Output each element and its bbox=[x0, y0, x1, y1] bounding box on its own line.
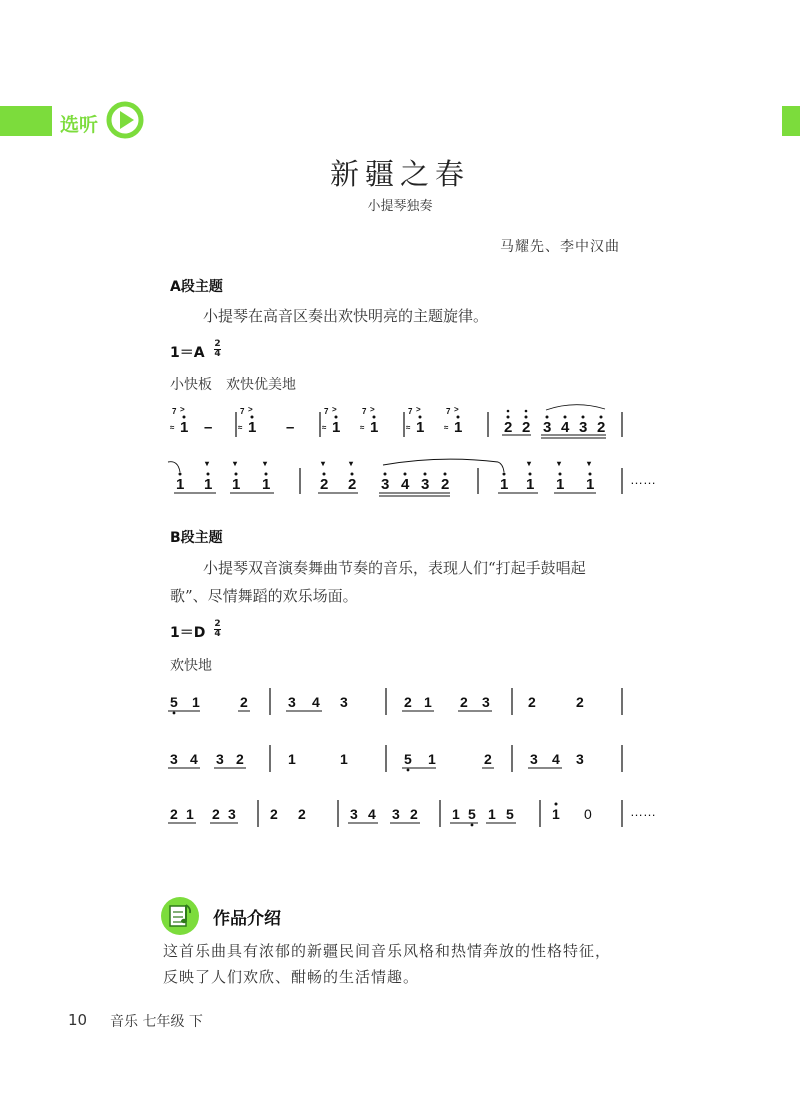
svg-text:7: 7 bbox=[172, 407, 177, 416]
svg-text:2: 2 bbox=[460, 694, 468, 710]
svg-text:>: > bbox=[180, 405, 185, 414]
svg-text:2: 2 bbox=[484, 751, 492, 767]
section-a-heading: A段主题 bbox=[170, 279, 223, 295]
svg-text:2: 2 bbox=[576, 694, 584, 710]
music-note-icon bbox=[160, 896, 200, 936]
svg-text:1: 1 bbox=[180, 419, 189, 436]
svg-text:2: 2 bbox=[236, 751, 244, 767]
svg-text:≈: ≈ bbox=[444, 423, 449, 432]
svg-text:1: 1 bbox=[232, 476, 241, 493]
svg-text:>: > bbox=[332, 405, 337, 414]
section-a-meter: 2 4 bbox=[214, 339, 221, 359]
svg-text:▾: ▾ bbox=[587, 459, 592, 468]
svg-text:5: 5 bbox=[404, 751, 412, 767]
section-b-meter: 2 4 bbox=[214, 619, 221, 639]
svg-text:2: 2 bbox=[597, 419, 606, 436]
piece-title: 新疆之春 bbox=[329, 157, 470, 191]
svg-text:1: 1 bbox=[370, 419, 379, 436]
svg-text:2: 2 bbox=[348, 476, 357, 493]
page-number: 10 bbox=[68, 1011, 88, 1029]
section-b-description-line-1: 小提琴双音演奏舞曲节奏的音乐，表现人们“打起手鼓唱起 bbox=[203, 559, 586, 577]
svg-text:1: 1 bbox=[424, 694, 432, 710]
svg-text:7: 7 bbox=[446, 407, 451, 416]
svg-text:1: 1 bbox=[556, 476, 565, 493]
intro-heading: 作品介绍 bbox=[213, 909, 281, 929]
svg-text:2: 2 bbox=[270, 806, 278, 822]
svg-text:5: 5 bbox=[506, 806, 514, 822]
svg-text:3: 3 bbox=[576, 751, 584, 767]
svg-text:1: 1 bbox=[488, 806, 496, 822]
svg-text:2: 2 bbox=[528, 694, 536, 710]
svg-text:3: 3 bbox=[530, 751, 538, 767]
svg-text:>: > bbox=[370, 405, 375, 414]
intro-text-line-1: 这首乐曲具有浓郁的新疆民间音乐风格和热情奔放的性格特征， bbox=[163, 942, 612, 960]
svg-text:–: – bbox=[286, 419, 295, 436]
section-a-key: 1＝A bbox=[170, 345, 205, 361]
svg-text:1: 1 bbox=[176, 476, 185, 493]
svg-text:2: 2 bbox=[410, 806, 418, 822]
svg-text:▾: ▾ bbox=[349, 459, 354, 468]
svg-text:4: 4 bbox=[312, 694, 320, 710]
svg-text:2: 2 bbox=[212, 806, 220, 822]
svg-text:1: 1 bbox=[288, 751, 296, 767]
svg-text:1: 1 bbox=[204, 476, 213, 493]
svg-text:▾: ▾ bbox=[321, 459, 326, 468]
svg-text:1: 1 bbox=[248, 419, 257, 436]
svg-text:▾: ▾ bbox=[233, 459, 238, 468]
piece-subtitle: 小提琴独奏 bbox=[367, 199, 433, 214]
svg-text:1: 1 bbox=[452, 806, 460, 822]
svg-text:1: 1 bbox=[186, 806, 194, 822]
svg-text:5: 5 bbox=[468, 806, 476, 822]
svg-text:0: 0 bbox=[584, 806, 592, 822]
svg-text:≈: ≈ bbox=[238, 423, 243, 432]
section-a-description: 小提琴在高音区奏出欢快明亮的主题旋律。 bbox=[203, 307, 489, 325]
svg-text:1: 1 bbox=[552, 806, 560, 822]
svg-text:1: 1 bbox=[586, 476, 595, 493]
svg-text:3: 3 bbox=[216, 751, 224, 767]
svg-text:2: 2 bbox=[170, 806, 178, 822]
svg-text:≈: ≈ bbox=[322, 423, 327, 432]
svg-text:5: 5 bbox=[170, 694, 178, 710]
svg-text:3: 3 bbox=[170, 751, 178, 767]
header-tab-label: 选听 bbox=[60, 114, 99, 136]
svg-text:▾: ▾ bbox=[263, 459, 268, 468]
composer-credit: 马耀先、李中汉曲 bbox=[500, 239, 620, 255]
svg-text:▾: ▾ bbox=[205, 459, 210, 468]
svg-text:▾: ▾ bbox=[557, 459, 562, 468]
svg-text:2: 2 bbox=[441, 476, 450, 493]
svg-text:3: 3 bbox=[543, 419, 552, 436]
svg-text:3: 3 bbox=[340, 694, 348, 710]
intro-text-line-2: 反映了人们欢欣、酣畅的生活情趣。 bbox=[163, 968, 420, 986]
svg-text:3: 3 bbox=[392, 806, 400, 822]
svg-text:4: 4 bbox=[190, 751, 198, 767]
svg-text:3: 3 bbox=[381, 476, 390, 493]
svg-text:7: 7 bbox=[408, 407, 413, 416]
svg-text:1: 1 bbox=[526, 476, 535, 493]
section-a-tempo: 小快板 欢快优美地 bbox=[170, 377, 296, 393]
svg-text:2: 2 bbox=[504, 419, 513, 436]
svg-text:3: 3 bbox=[228, 806, 236, 822]
svg-text:3: 3 bbox=[288, 694, 296, 710]
svg-text:2: 2 bbox=[522, 419, 531, 436]
svg-text:7: 7 bbox=[240, 407, 245, 416]
svg-text:1: 1 bbox=[332, 419, 341, 436]
svg-text:▾: ▾ bbox=[527, 459, 532, 468]
svg-text:≈: ≈ bbox=[406, 423, 411, 432]
svg-text:1: 1 bbox=[428, 751, 436, 767]
section-b-tempo: 欢快地 bbox=[170, 658, 212, 674]
svg-text:>: > bbox=[454, 405, 459, 414]
section-b-description-line-2: 歌”、尽情舞蹈的欢乐场面。 bbox=[170, 587, 358, 605]
svg-text:1: 1 bbox=[340, 751, 348, 767]
svg-text:1: 1 bbox=[192, 694, 200, 710]
svg-text:1: 1 bbox=[500, 476, 509, 493]
svg-text:>: > bbox=[416, 405, 421, 414]
book-title: 音乐 七年级 下 bbox=[110, 1014, 203, 1030]
section-b-heading: B段主题 bbox=[170, 530, 223, 546]
svg-text:2: 2 bbox=[298, 806, 306, 822]
svg-text:2: 2 bbox=[404, 694, 412, 710]
intro-text bbox=[163, 938, 643, 990]
section-a-continuation: …… bbox=[630, 472, 656, 487]
svg-text:7: 7 bbox=[324, 407, 329, 416]
svg-text:4: 4 bbox=[561, 419, 570, 436]
svg-text:3: 3 bbox=[579, 419, 588, 436]
svg-text:4: 4 bbox=[368, 806, 376, 822]
svg-text:≈: ≈ bbox=[170, 423, 175, 432]
svg-text:7: 7 bbox=[362, 407, 367, 416]
svg-text:3: 3 bbox=[421, 476, 430, 493]
section-b-continuation: …… bbox=[630, 804, 656, 819]
svg-text:≈: ≈ bbox=[360, 423, 365, 432]
svg-text:>: > bbox=[248, 405, 253, 414]
svg-text:3: 3 bbox=[350, 806, 358, 822]
section-b-key: 1＝D bbox=[170, 625, 206, 641]
svg-text:4: 4 bbox=[552, 751, 560, 767]
svg-text:1: 1 bbox=[416, 419, 425, 436]
svg-text:4: 4 bbox=[401, 476, 410, 493]
svg-text:1: 1 bbox=[454, 419, 463, 436]
svg-text:3: 3 bbox=[482, 694, 490, 710]
svg-text:2: 2 bbox=[240, 694, 248, 710]
svg-text:1: 1 bbox=[262, 476, 271, 493]
svg-text:2: 2 bbox=[320, 476, 329, 493]
svg-text:–: – bbox=[204, 419, 213, 436]
